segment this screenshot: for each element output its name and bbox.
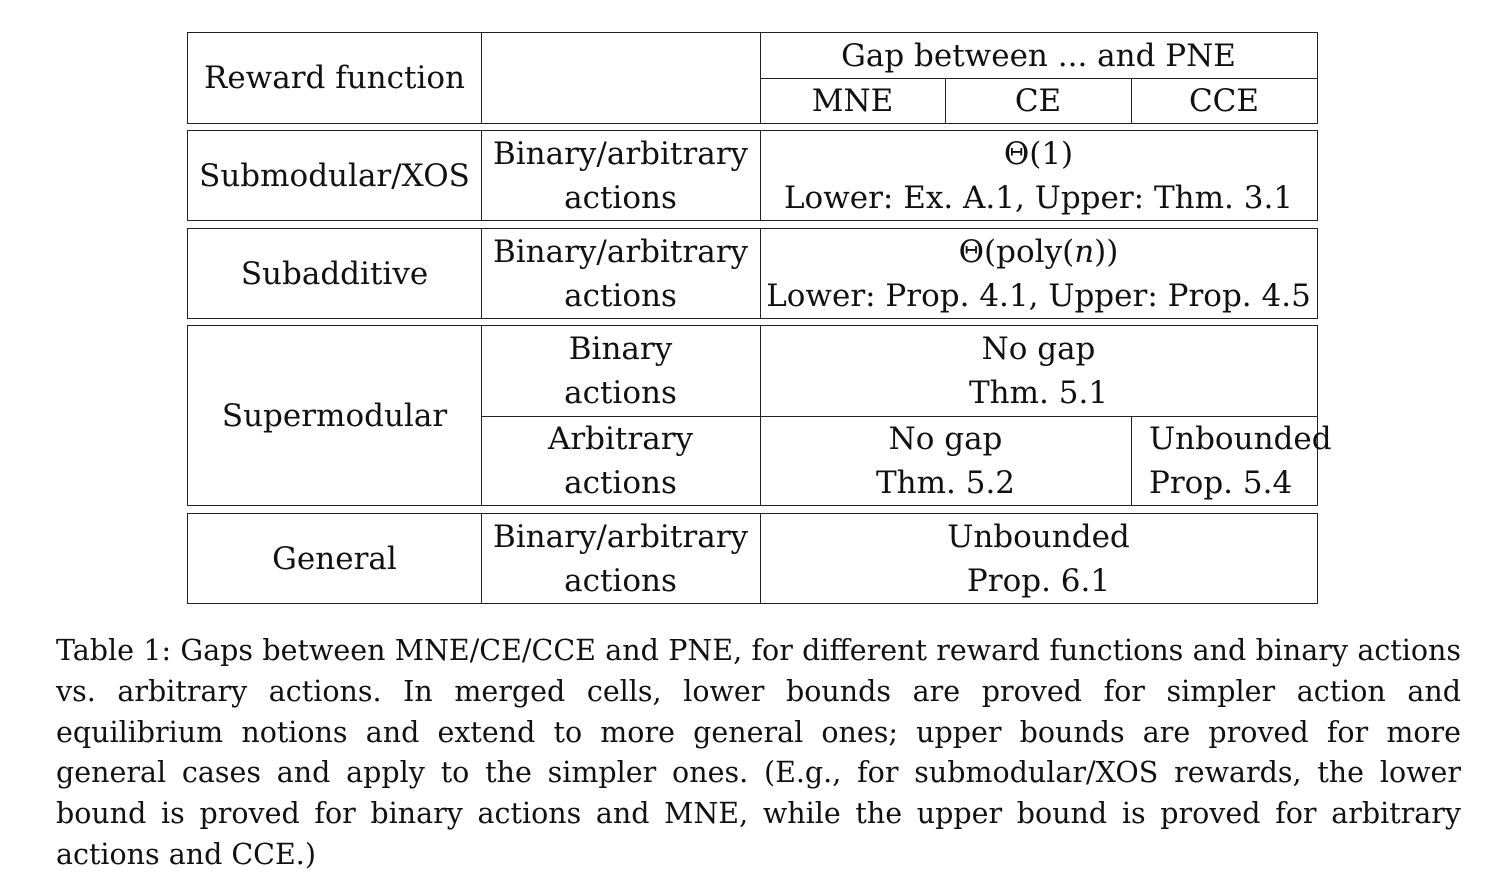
table-header <box>187 32 1318 124</box>
result-reference: Thm. 5.1 <box>968 375 1109 411</box>
reward-cell: Subadditive <box>240 255 429 292</box>
result-bound: Unbounded <box>947 518 1130 555</box>
action-line-2: actions <box>564 277 677 314</box>
header-gap-group: Gap between ... and PNE <box>841 37 1236 74</box>
table-row-submodular <box>187 130 1318 221</box>
action-cell-arbitrary <box>481 416 760 505</box>
result-bound-prefix: Θ(poly( <box>958 233 1075 270</box>
action-line-2: actions <box>564 179 677 216</box>
result-bound: Unbounded <box>1149 420 1332 457</box>
reward-cell: Supermodular <box>221 397 448 434</box>
action-line-2: actions <box>564 464 677 501</box>
result-cell-mne-ce <box>760 416 1131 505</box>
result-cell <box>760 131 1317 220</box>
result-reference: Prop. 5.4 <box>1149 464 1293 501</box>
action-line-1: Binary/arbitrary <box>492 135 749 172</box>
result-cell <box>760 229 1317 318</box>
reward-cell: Submodular/XOS <box>199 157 470 194</box>
result-bound-variable: n <box>1074 233 1095 270</box>
action-line-1: Binary/arbitrary <box>492 233 749 270</box>
action-line-2: actions <box>564 562 677 599</box>
result-cell-cce <box>1131 416 1332 505</box>
action-cell <box>481 131 760 220</box>
result-bound: No gap <box>981 331 1096 367</box>
action-line-2: actions <box>564 375 677 411</box>
action-line-1: Binary <box>568 331 673 367</box>
result-cell <box>760 514 1317 603</box>
result-reference: Thm. 5.2 <box>875 464 1016 501</box>
result-cell-binary <box>760 326 1317 416</box>
action-cell-binary <box>481 326 760 416</box>
result-reference: Lower: Prop. 4.1, Upper: Prop. 4.5 <box>766 277 1311 314</box>
header-col-mne: MNE <box>811 82 894 119</box>
result-reference: Prop. 6.1 <box>966 562 1111 599</box>
table-row-supermodular <box>187 325 1332 506</box>
header-reward-function: Reward function <box>204 60 465 96</box>
action-cell <box>481 514 760 603</box>
result-bound: Θ(1) <box>1003 135 1074 172</box>
header-col-ce: CE <box>1014 82 1062 119</box>
table-row-subadditive <box>187 228 1318 319</box>
header-col-cce: CCE <box>1188 82 1260 119</box>
result-bound <box>959 230 1119 274</box>
action-line-1: Binary/arbitrary <box>492 518 749 555</box>
action-line-1: Arbitrary <box>547 420 694 457</box>
result-bound: No gap <box>888 420 1003 457</box>
action-cell <box>481 229 760 318</box>
result-bound-suffix: )) <box>1094 233 1119 270</box>
result-reference: Lower: Ex. A.1, Upper: Thm. 3.1 <box>783 179 1294 216</box>
table-row-general <box>187 513 1318 604</box>
reward-cell: General <box>272 540 397 577</box>
table-caption: Table 1: Gaps between MNE/CE/CCE and PNE, for different reward functions and binary actions vs. arbitrary actions. In merged cells, lower bounds are proved for simpler action and equilibrium notions and extend to more general ones; upper bounds are proved for more general cases and apply to the simpler ones. (E.g., for submodular/XOS rewards, the lower bound is proved for binary actions and MNE, while the upper bound is proved for arbitrary actions and CCE.) <box>56 634 1461 871</box>
